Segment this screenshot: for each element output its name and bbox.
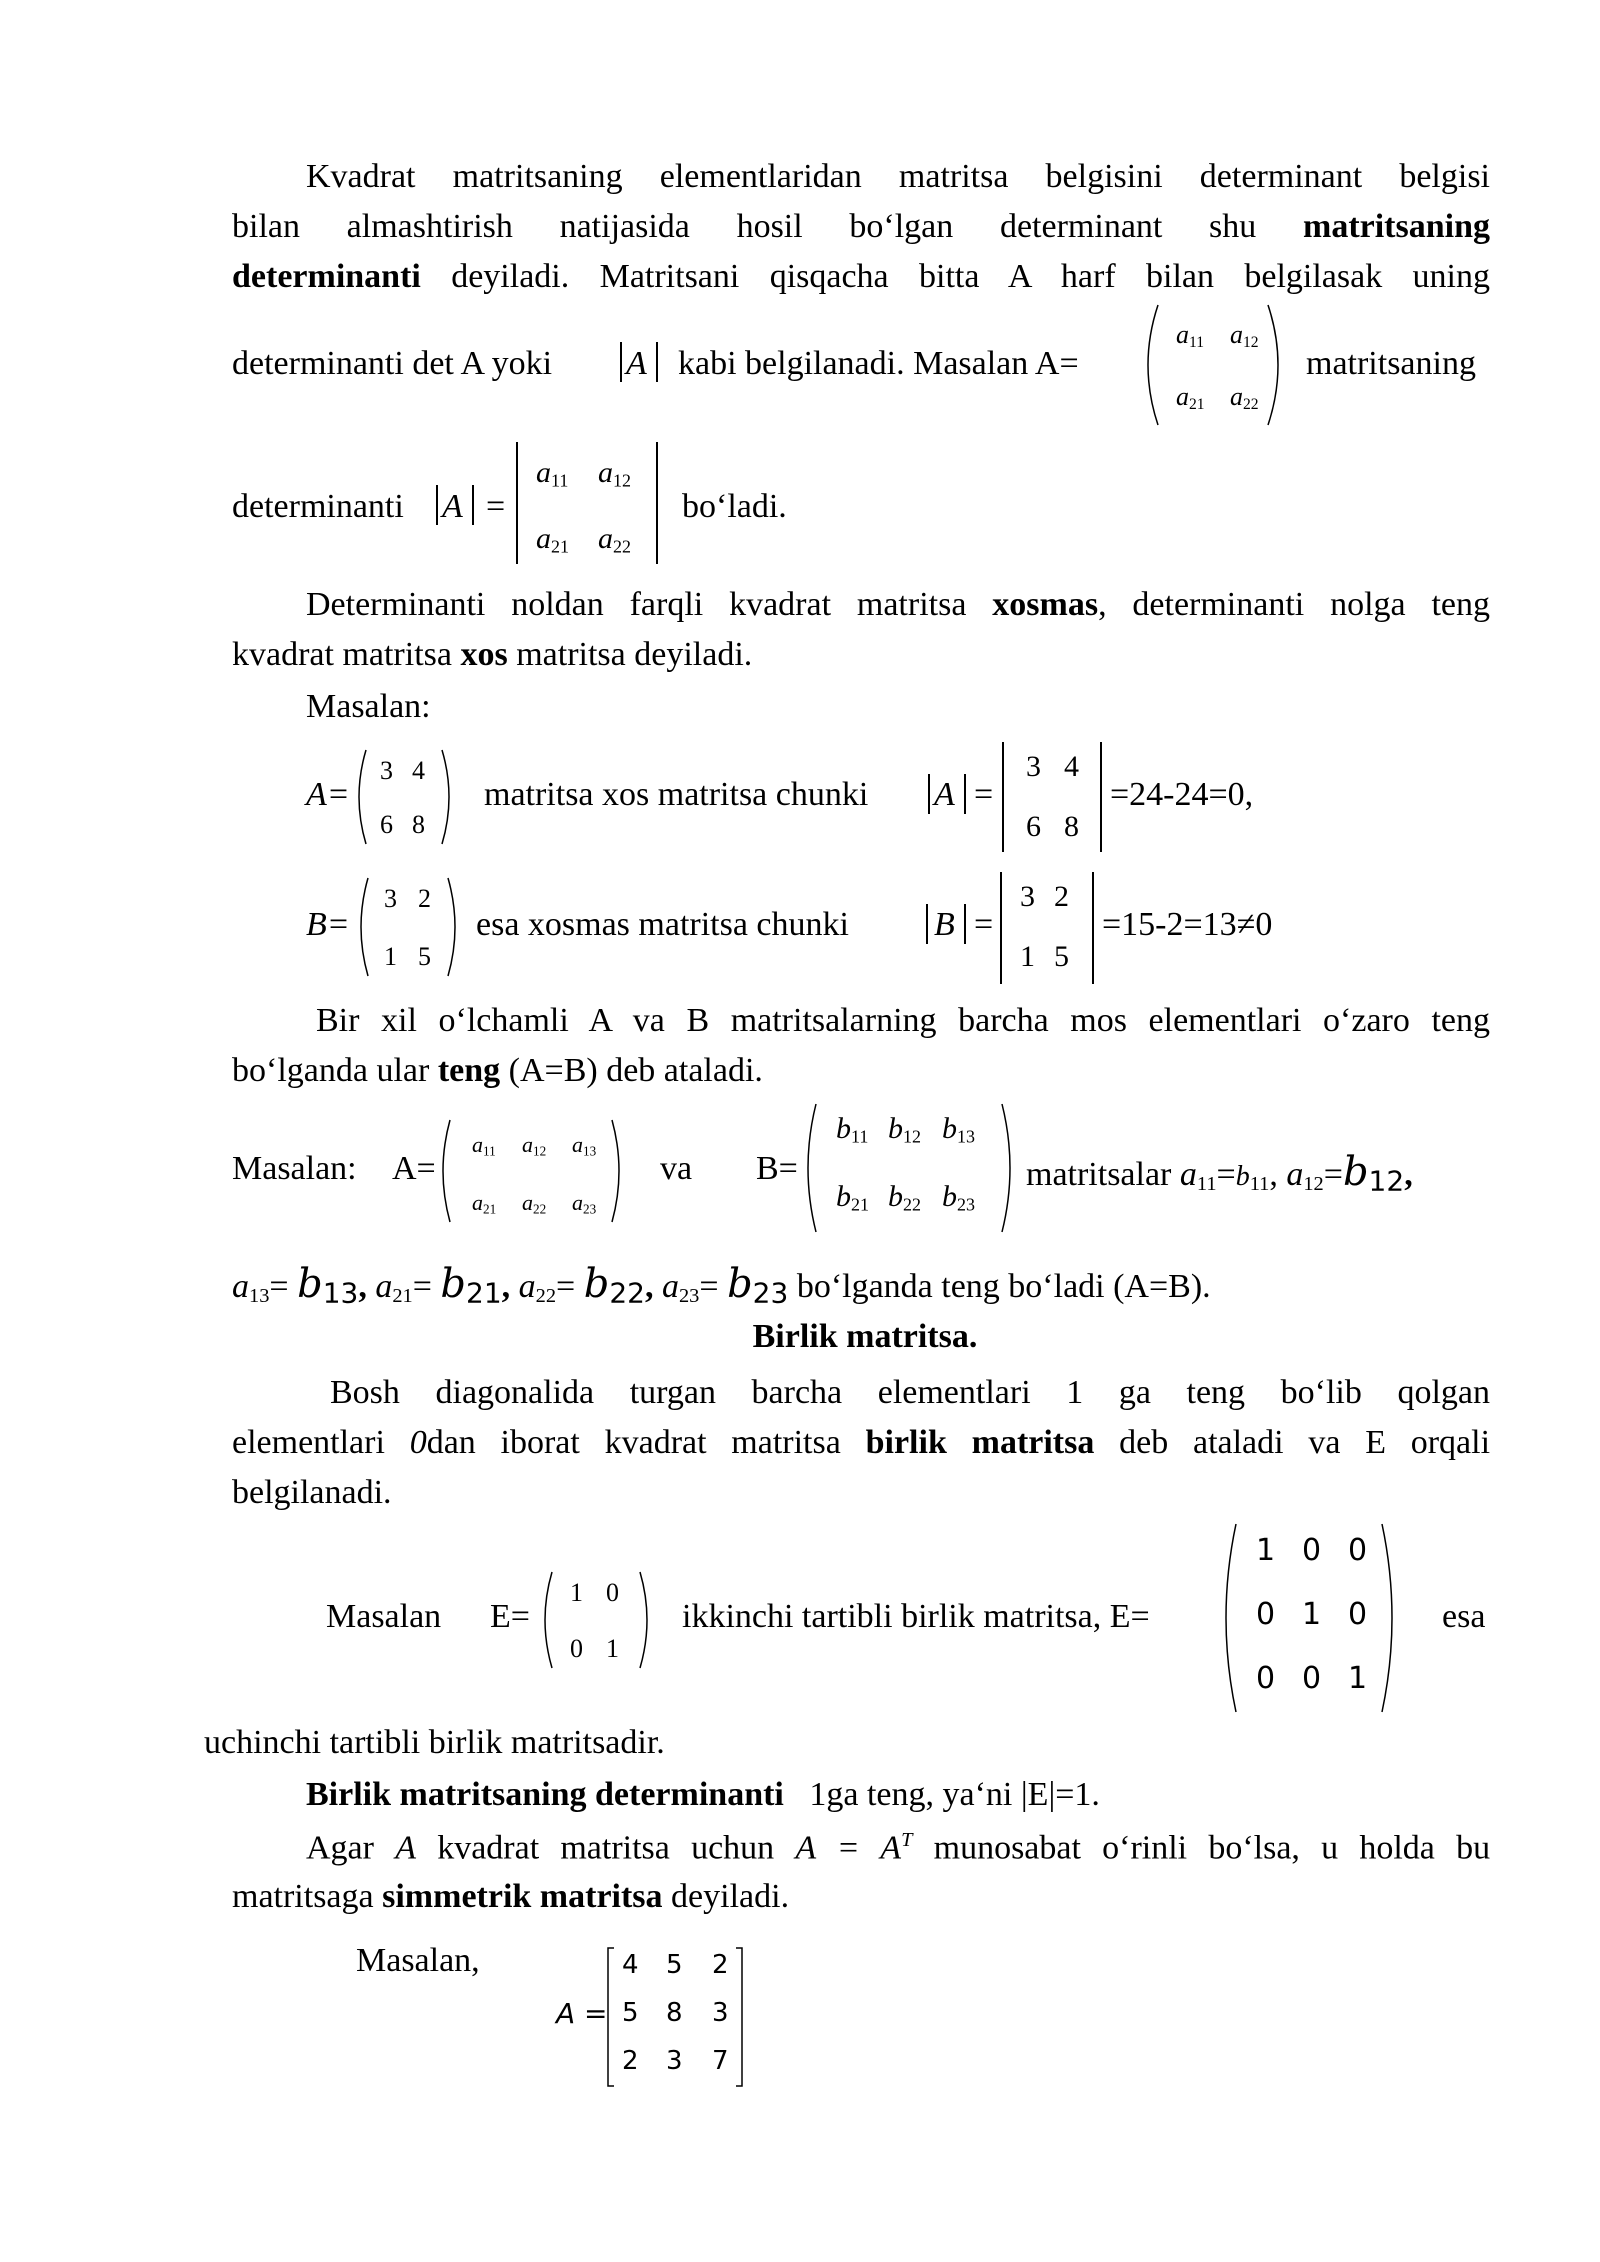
p6-masalan: Masalan, (356, 1942, 480, 1979)
B23-r2c2: $b_{22}$ (888, 1180, 921, 1215)
E3-r1c1: 1 (1256, 1533, 1276, 1568)
p1-line4-text: determinanti det A yoki (232, 345, 553, 382)
sym-r3c3: 7 (712, 2046, 729, 2076)
B-r2c1: 1 (384, 942, 397, 971)
abs-bar-right-2 (472, 485, 474, 525)
exA-det-r2c1: 6 (1026, 810, 1041, 843)
p1-line2-bold: matritsaning (1303, 208, 1490, 245)
p3-masalan: Masalan: (232, 1150, 357, 1187)
exB-abs-B: B (934, 906, 955, 943)
det-a11: $a_{11}$ (536, 456, 569, 491)
p4-esa: esa (1442, 1598, 1486, 1635)
A23-r1c1: $a_{11}$ (472, 1132, 496, 1159)
det-a21: $a_{21}$ (536, 522, 569, 557)
exA-text: matritsa xos matritsa chunki (484, 776, 869, 813)
abs-bar-left (620, 342, 622, 382)
exB-det-r2c1: 1 (1020, 940, 1035, 973)
paren-matrix-A (352, 746, 456, 848)
exB-abs-left (926, 904, 928, 944)
exA-det-r1c1: 3 (1026, 750, 1041, 783)
p3-va: va (660, 1150, 693, 1187)
exB-label: B= (306, 906, 350, 943)
exB-det-r2c2: 5 (1054, 940, 1069, 973)
sym-label: A = (556, 1997, 608, 2030)
p1-line3-text: deyiladi. Matritsani qisqacha bitta A harf bilan belgilasak uning (451, 258, 1491, 295)
A23-r1c3: $a_{13}$ (572, 1132, 597, 1159)
paren-matrix-a2 (1138, 300, 1288, 430)
p4-line2: elementlari 0dan iborat kvadrat matritsa birlik matritsa deb ataladi va E orqali (232, 1424, 1491, 1461)
sym-r2c2: 8 (666, 1998, 683, 2028)
det-a22: $a_{22}$ (598, 522, 631, 557)
exA-abs-right (964, 774, 966, 814)
exA-label: A= (306, 776, 350, 813)
p6-line1: Agar A kvadrat matritsa uchun $A = A^T$ munosabat o‘rinli bo‘lsa, u holda bu (306, 1829, 1491, 1867)
a2-r2c1: $a_{21}$ (1176, 382, 1205, 413)
exA-det-left (1002, 742, 1004, 852)
exB-det-r1c1: 3 (1020, 880, 1035, 913)
p1-line5-text: determinanti (232, 488, 404, 525)
a2-r1c1: $a_{11}$ (1176, 320, 1205, 351)
abs-bar-left-2 (436, 485, 438, 525)
exA-eq: = (974, 776, 994, 813)
B23-r2c3: $b_{23}$ (942, 1180, 975, 1215)
exA-det-r2c2: 8 (1064, 810, 1079, 843)
B23-r1c3: $b_{13}$ (942, 1112, 975, 1147)
B23-r2c1: $b_{21}$ (836, 1180, 869, 1215)
paren-matrix-E2 (538, 1568, 654, 1672)
p3-A-eq: A= (392, 1150, 436, 1187)
E2-r1c2: 0 (606, 1578, 619, 1607)
p1-line3-bold: determinanti (232, 258, 421, 295)
A23-r1c2: $a_{12}$ (522, 1132, 547, 1159)
E3-r3c2: 0 (1302, 1661, 1322, 1696)
E2-r2c1: 0 (570, 1634, 583, 1663)
exA-det-right (1100, 742, 1102, 852)
eq-sign: = (486, 488, 506, 525)
sym-r1c2: 5 (666, 1950, 683, 1980)
exA-abs-left (928, 774, 930, 814)
p1-line2 (232, 210, 1490, 244)
E3-r1c3: 0 (1348, 1533, 1368, 1568)
E3-r2c2: 1 (1302, 1597, 1322, 1632)
B23-r1c2: $b_{12}$ (888, 1112, 921, 1147)
p4-middle: ikkinchi tartibli birlik matritsa, E= (682, 1598, 1150, 1635)
p6-line2: matritsaga simmetrik matritsa deyiladi. (232, 1878, 790, 1915)
B-r2c2: 5 (418, 942, 431, 971)
sym-r3c1: 2 (622, 2046, 639, 2076)
p2-line1: Determinanti noldan farqli kvadrat matritsa xosmas, determinanti nolga teng (306, 586, 1491, 623)
B-r1c2: 2 (418, 884, 431, 913)
p1-line1: Kvadrat matritsaning elementlaridan matritsa belgisini determinant belgisi (306, 158, 1490, 195)
A-r1c2: 4 (412, 756, 425, 785)
section-title: Birlik matritsa. (752, 1318, 978, 1355)
A-r1c1: 3 (380, 756, 393, 785)
B23-r1c1: $b_{11}$ (836, 1112, 869, 1147)
E2-r1c1: 1 (570, 1578, 583, 1607)
exB-det-right (1092, 872, 1094, 984)
sym-r1c1: 4 (622, 1950, 639, 1980)
p4-line3: belgilanadi. (232, 1474, 392, 1511)
exA-det-r1c2: 4 (1064, 750, 1079, 783)
exB-text: esa xosmas matritsa chunki (476, 906, 849, 943)
det-a12: $a_{12}$ (598, 456, 631, 491)
B-r1c1: 3 (384, 884, 397, 913)
E3-r2c3: 0 (1348, 1597, 1368, 1632)
exB-eq: = (974, 906, 994, 943)
exB-abs-right (964, 904, 966, 944)
sym-r1c3: 2 (712, 1950, 729, 1980)
E3-r3c1: 0 (1256, 1661, 1276, 1696)
exB-det-r1c2: 2 (1054, 880, 1069, 913)
p1-line3 (232, 260, 1490, 294)
p1-line4-mid: kabi belgilanadi. Masalan A= (678, 345, 1079, 382)
exB-result: =15-2=13≠0 (1102, 906, 1273, 943)
p4-E-eq1: E= (490, 1598, 530, 1635)
abs-A-symbol-2: A (442, 488, 463, 525)
sym-r2c1: 5 (622, 1998, 639, 2028)
A23-r2c1: $a_{21}$ (472, 1190, 497, 1217)
sym-r3c2: 3 (666, 2046, 683, 2076)
p3-equalities: $a_{13}= b13$, $a_{21}= b21$, $a_{22}= b22$, $a_{23}= b23$ bo‘lganda teng bo‘ladi (A=B). (232, 1261, 1211, 1310)
A23-r2c2: $a_{22}$ (522, 1190, 547, 1217)
E2-r2c2: 1 (606, 1634, 619, 1663)
paren-matrix-B (354, 874, 462, 980)
exA-abs-A: A (934, 776, 955, 813)
exA-result: =24-24=0, (1110, 776, 1254, 813)
p2-line2: kvadrat matritsa xos matritsa deyiladi. (232, 636, 753, 673)
p3-line1: Bir xil o‘lchamli A va B matritsalarning barcha mos elementlari o‘zaro teng (316, 1002, 1490, 1039)
p3-matritsalar: matritsalar $a_{11}=b_{11}$, $a_{12}=b12$, (1026, 1149, 1413, 1198)
a2-r1c2: $a_{12}$ (1230, 320, 1259, 351)
p4-line1: Bosh diagonalida turgan barcha elementlari 1 ga teng bo‘lib qolgan (330, 1374, 1490, 1411)
abs-A-symbol: A (626, 345, 647, 382)
A23-r2c3: $a_{23}$ (572, 1190, 597, 1217)
p3-B-eq: B= (756, 1150, 798, 1187)
E3-r1c2: 0 (1302, 1533, 1322, 1568)
det-bar-right (656, 442, 658, 564)
a2-r2c2: $a_{22}$ (1230, 382, 1259, 413)
abs-bar-right (656, 342, 658, 382)
sym-r2c3: 3 (712, 1998, 729, 2028)
p1-line2-text: bilan almashtirish natijasida hosil bo‘lgan determinant shu (232, 208, 1257, 245)
E3-r2c1: 0 (1256, 1597, 1276, 1632)
p5-line: Birlik matritsaning determinanti 1ga teng, ya‘ni |E|=1. (306, 1776, 1100, 1813)
p2-masalan: Masalan: (306, 688, 431, 725)
A-r2c2: 8 (412, 810, 425, 839)
p4-line-after: uchinchi tartibli birlik matritsadir. (204, 1724, 665, 1761)
p1-line4-post: matritsaning (1306, 345, 1476, 382)
exB-det-left (1000, 872, 1002, 984)
E3-r3c3: 1 (1348, 1661, 1368, 1696)
det-bar-left (516, 442, 518, 564)
A-r2c1: 6 (380, 810, 393, 839)
p4-masalan: Masalan (326, 1598, 442, 1635)
p1-line5-post: bo‘ladi. (682, 488, 787, 525)
p3-line2: bo‘lganda ular teng (A=B) deb ataladi. (232, 1052, 763, 1089)
